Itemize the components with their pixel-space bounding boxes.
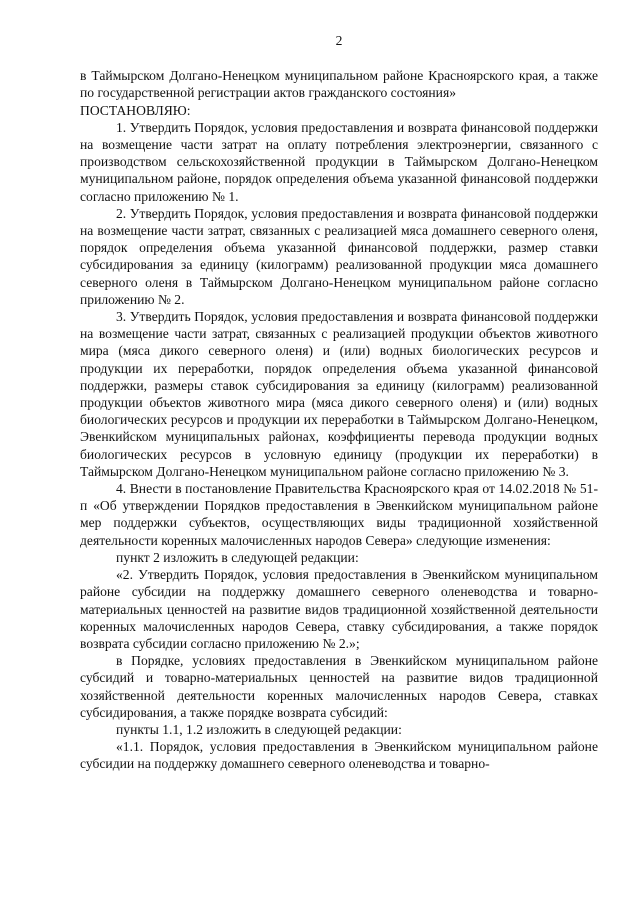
page-number: 2: [335, 33, 343, 48]
document-paragraph: «2. Утвердить Порядок, условия предоставления в Эвенкийском муниципальном районе субсидии на поддержку домашнего северного оленеводства и товарно-материальных ценностей на развитие видов традиционной хозяйственной деятельности коренных малочисленных народов Севера, ставку субсидирования, а также порядок возврата субсидии согласно приложению № 2.»;: [80, 567, 598, 651]
document-paragraph: в Таймырском Долгано-Ненецком муниципальном районе Красноярского края, а также по государственной регистрации актов гражданского состояния»: [80, 68, 598, 101]
document-paragraph: «1.1. Порядок, условия предоставления в Эвенкийском муниципальном районе субсидии на поддержку домашнего северного оленеводства и товарно-: [80, 739, 598, 772]
document-paragraph: в Порядке, условиях предоставления в Эвенкийском муниципальном районе субсидий и товарно-материальных ценностей на развитие видов традиционной хозяйственной деятельности коренных малочисленных народов Севера, ставках субсидирования, а также порядке возврата субсидий:: [80, 653, 598, 720]
document-page: [80, 32, 598, 773]
document-paragraph: 4. Внести в постановление Правительства Красноярского края от 14.02.2018 № 51-п «Об утверждении Порядков предоставления в Эвенкийском муниципальном районе мер поддержки субъектов, осуществляющих виды традиционной хозяйственной деятельности коренных малочисленных народов Севера» следующие изменения:: [80, 481, 598, 548]
document-body: [80, 67, 598, 772]
document-paragraph: пункт 2 изложить в следующей редакции:: [116, 549, 359, 565]
document-paragraph: 1. Утвердить Порядок, условия предоставления и возврата финансовой поддержки на возмещение части затрат на оплату потребления электроэнергии, связанного с производством сельскохозяйственной продукции в Таймырском Долгано-Ненецком муниципальном районе, порядок определения объема указанной финансовой поддержки согласно приложению № 1.: [80, 119, 598, 204]
document-paragraph: ПОСТАНОВЛЯЮ:: [80, 102, 191, 118]
document-paragraph: 2. Утвердить Порядок, условия предоставления и возврата финансовой поддержки на возмещение части затрат, связанных с реализацией мяса домашнего северного оленя, порядок определения объема указанной финансовой поддержки, размер ставки субсидирования за единицу (килограмм) реализованной продукции мяса домашнего северного оленя в Таймырском Долгано-Ненецком муниципальном районе согласно приложению № 2.: [80, 205, 598, 307]
document-paragraph: пункты 1.1, 1.2 изложить в следующей редакции:: [116, 721, 402, 737]
document-paragraph: 3. Утвердить Порядок, условия предоставления и возврата финансовой поддержки на возмещение части затрат, связанных с реализацией продукции объектов животного мира (мяса дикого северного оленя) и (или) водных биологических ресурсов и продукции их переработки, порядок определения объема указанной финансовой поддержки, размеры ставок субсидирования за единицу (килограмм) реализованной продукции объектов животного мира (мяса дикого северного оленя) и (или) водных биологических ресурсов и продукции их переработки в Таймырском Долгано-Ненецком, Эвенкийском муниципальных районах, коэффициенты перевода продукции водных биологических ресурсов в условную единицу (продукции их переработки) в Таймырском Долгано-Ненецком муниципальном районе согласно приложению № 3.: [80, 309, 598, 479]
